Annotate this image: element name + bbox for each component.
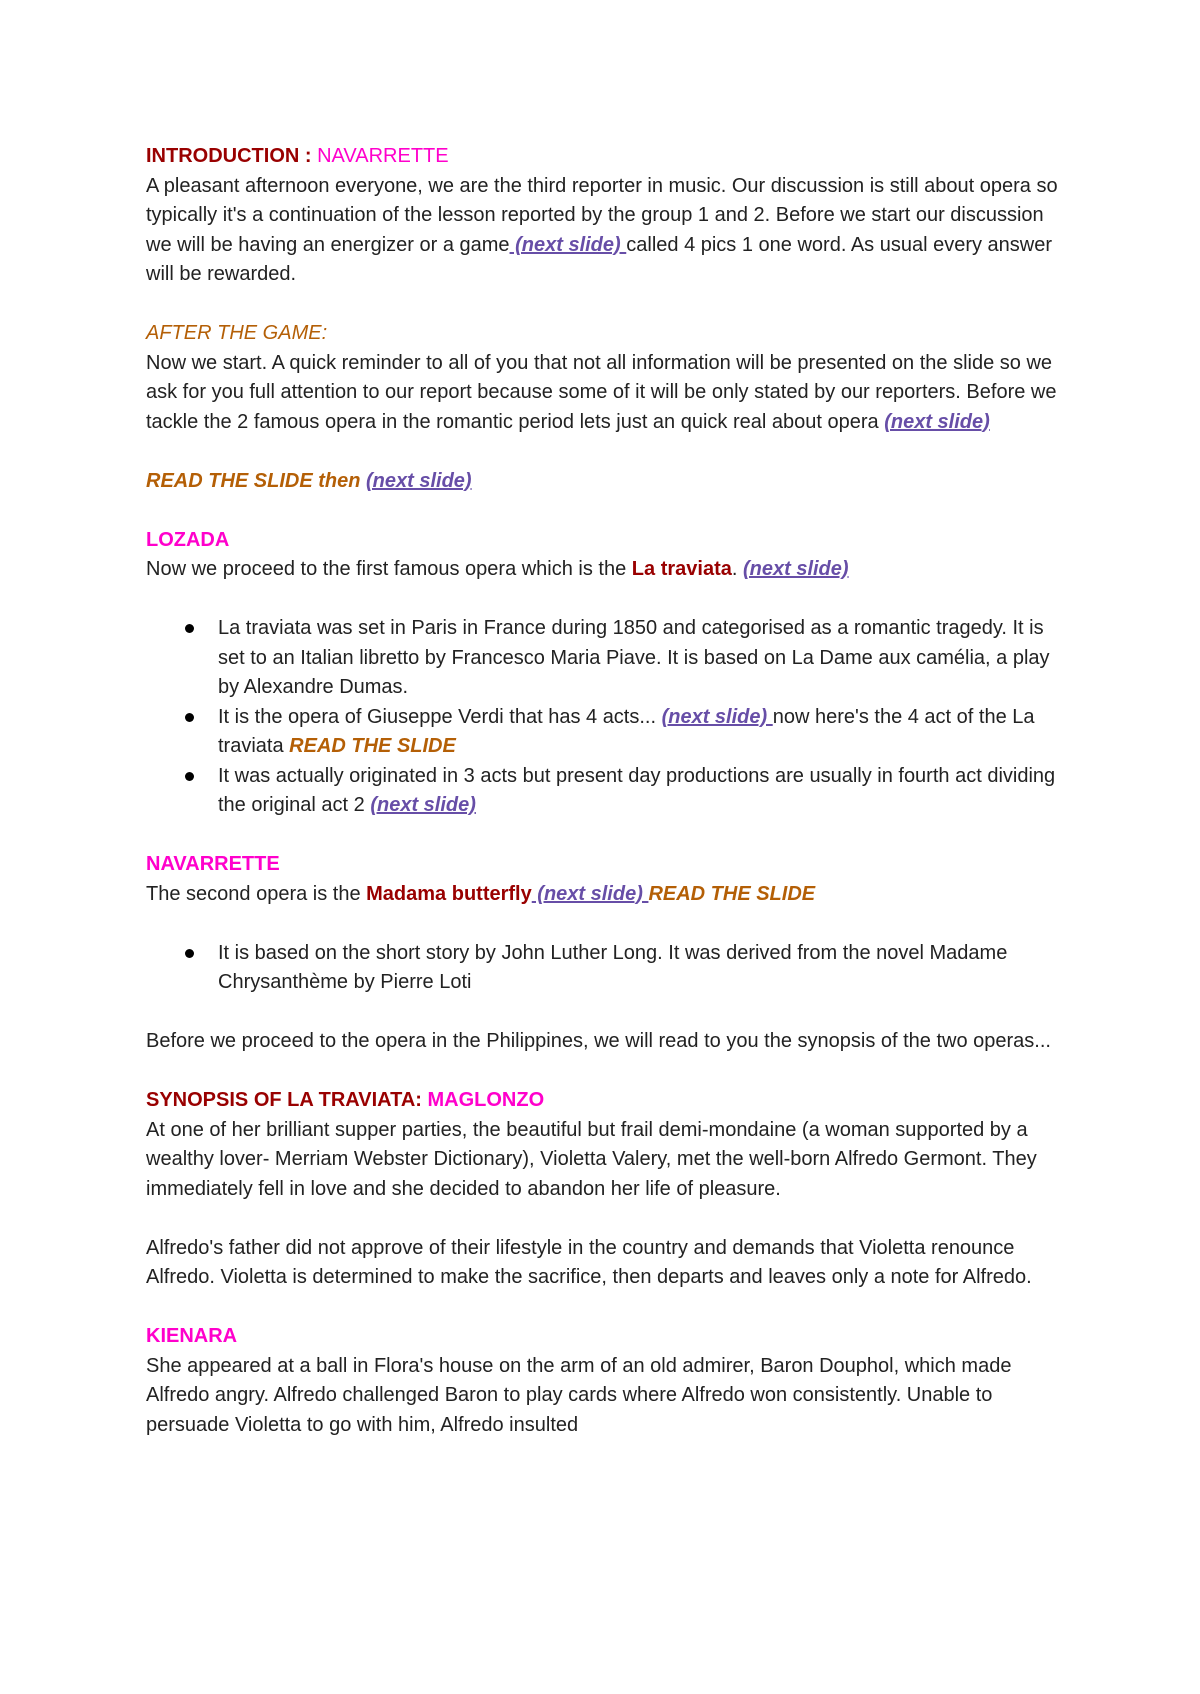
intro-heading-line xyxy=(146,142,1066,172)
lozada-paragraph xyxy=(146,555,1066,585)
intro-text-2: called 4 pics 1 one word. As usual every answer will be rewarded. xyxy=(146,233,1053,285)
synopsis-paragraph-1: At one of her brilliant supper parties, the beautiful but frail demi-mondaine (a woman supported by a wealthy lover- Merriam Webster Dictionary), Violetta Valery, met the well-born Alfredo Germont. They immediately fell in love and she decided to abandon her life of pleasure. xyxy=(146,1118,1037,1200)
list-item xyxy=(146,614,1066,703)
after-game-paragraph xyxy=(146,349,1066,438)
synopsis-heading-line xyxy=(146,1086,1066,1116)
navarrette-speaker: NAVARRETTE xyxy=(146,853,280,875)
lozada-bullet-2-next-slide-link[interactable]: (next slide) xyxy=(661,705,773,728)
lozada-text-2: . xyxy=(731,558,743,580)
navarrette-heading xyxy=(146,850,1066,880)
lozada-bullet-2-read-slide: READ THE SLIDE xyxy=(289,735,456,757)
read-slide-line xyxy=(146,467,1066,497)
navarrette-bullet-list xyxy=(146,939,1066,998)
intro-next-slide-link[interactable]: (next slide) xyxy=(509,233,627,256)
lozada-text-1: Now we proceed to the first famous opera which is the xyxy=(146,558,632,580)
bullet-icon xyxy=(185,772,194,781)
lozada-bullet-1: La traviata was set in Paris in France during 1850 and categorised as a romantic tragedy. It is set to an Italian libretto by Francesco Maria Piave. It is based on La Dame aux camélia, a play by Alexandre Dumas. xyxy=(218,617,1050,698)
synopsis-heading: SYNOPSIS OF LA TRAVIATA: xyxy=(146,1089,428,1111)
kienara-paragraph: She appeared at a ball in Flora's house on the arm of an old admirer, Baron Douphol, which made Alfredo angry. Alfredo challenged Baron to play cards where Alfredo won consistently. Unable to persuade Violetta to go with him, Alfredo insulted xyxy=(146,1354,1012,1436)
intro-speaker: NAVARRETTE xyxy=(317,145,449,167)
lozada-heading xyxy=(146,526,1066,556)
kienara-heading xyxy=(146,1322,1066,1352)
after-game-text: Now we start. A quick reminder to all of you that not all information will be presented on the slide so we ask for you full attention to our report because some of it will be only stated by our reporters. Before we tackle the 2 famous opera in the romantic period lets just an quick real about opera xyxy=(146,351,1057,433)
after-game-heading xyxy=(146,319,1066,349)
navarrette-text-1: The second opera is the xyxy=(146,882,367,905)
list-item xyxy=(146,703,1066,762)
navarrette-paragraph xyxy=(146,880,1066,910)
navarrette-read-slide: READ THE SLIDE xyxy=(648,882,816,905)
before-proceed-paragraph: Before we proceed to the opera in the Philippines, we will read to you the synopsis of the two operas... xyxy=(146,1030,1051,1052)
lozada-bullet-2-text-1: It is the opera of Giuseppe Verdi that has 4 acts... xyxy=(218,705,662,728)
document-page xyxy=(146,142,1066,1440)
synopsis-paragraph-2: Alfredo's father did not approve of their lifestyle in the country and demands that Violetta renounce Alfredo. Violetta is determined to make the sacrifice, then departs and leaves only a note for Alfredo. xyxy=(146,1236,1032,1288)
intro-heading: INTRODUCTION : xyxy=(146,145,318,167)
after-game-next-slide-link[interactable]: (next slide) xyxy=(884,410,990,433)
lozada-next-slide-link[interactable]: (next slide) xyxy=(742,558,849,580)
after-game-heading-text: AFTER THE GAME: xyxy=(146,322,328,344)
lozada-opera-name: La traviata xyxy=(631,558,732,580)
kienara-speaker: KIENARA xyxy=(146,1325,238,1347)
lozada-bullet-3-text: It was actually originated in 3 acts but present day productions are usually in fourth act dividing the original act 2 xyxy=(218,764,1056,816)
list-item xyxy=(146,762,1066,821)
read-slide-text: READ THE SLIDE then xyxy=(146,469,367,492)
list-item xyxy=(146,939,1066,998)
intro-text-1: A pleasant afternoon everyone, we are the third reporter in music. Our discussion is still about opera so typically it's a continuation of the lesson reported by the group 1 and 2. Before we start our discussion we will be having an energizer or a game xyxy=(146,174,1058,256)
lozada-bullet-list xyxy=(146,614,1066,821)
bullet-icon xyxy=(185,713,194,722)
synopsis-speaker: MAGLONZO xyxy=(427,1089,545,1111)
bullet-icon xyxy=(185,624,194,633)
read-slide-next-slide-link[interactable]: (next slide) xyxy=(366,469,472,492)
intro-paragraph xyxy=(146,172,1066,290)
bullet-icon xyxy=(185,949,194,958)
navarrette-next-slide-link[interactable]: (next slide) xyxy=(531,882,649,905)
navarrette-opera-name: Madama butterfly xyxy=(366,882,532,905)
navarrette-bullet-1: It is based on the short story by John Luther Long. It was derived from the novel Madame Chrysanthème by Pierre Loti xyxy=(218,941,1008,993)
lozada-bullet-3-next-slide-link[interactable]: (next slide) xyxy=(370,794,476,816)
lozada-bullet-2-text-2: now here's the 4 act of the La traviata xyxy=(218,705,1035,757)
lozada-speaker: LOZADA xyxy=(146,528,230,551)
